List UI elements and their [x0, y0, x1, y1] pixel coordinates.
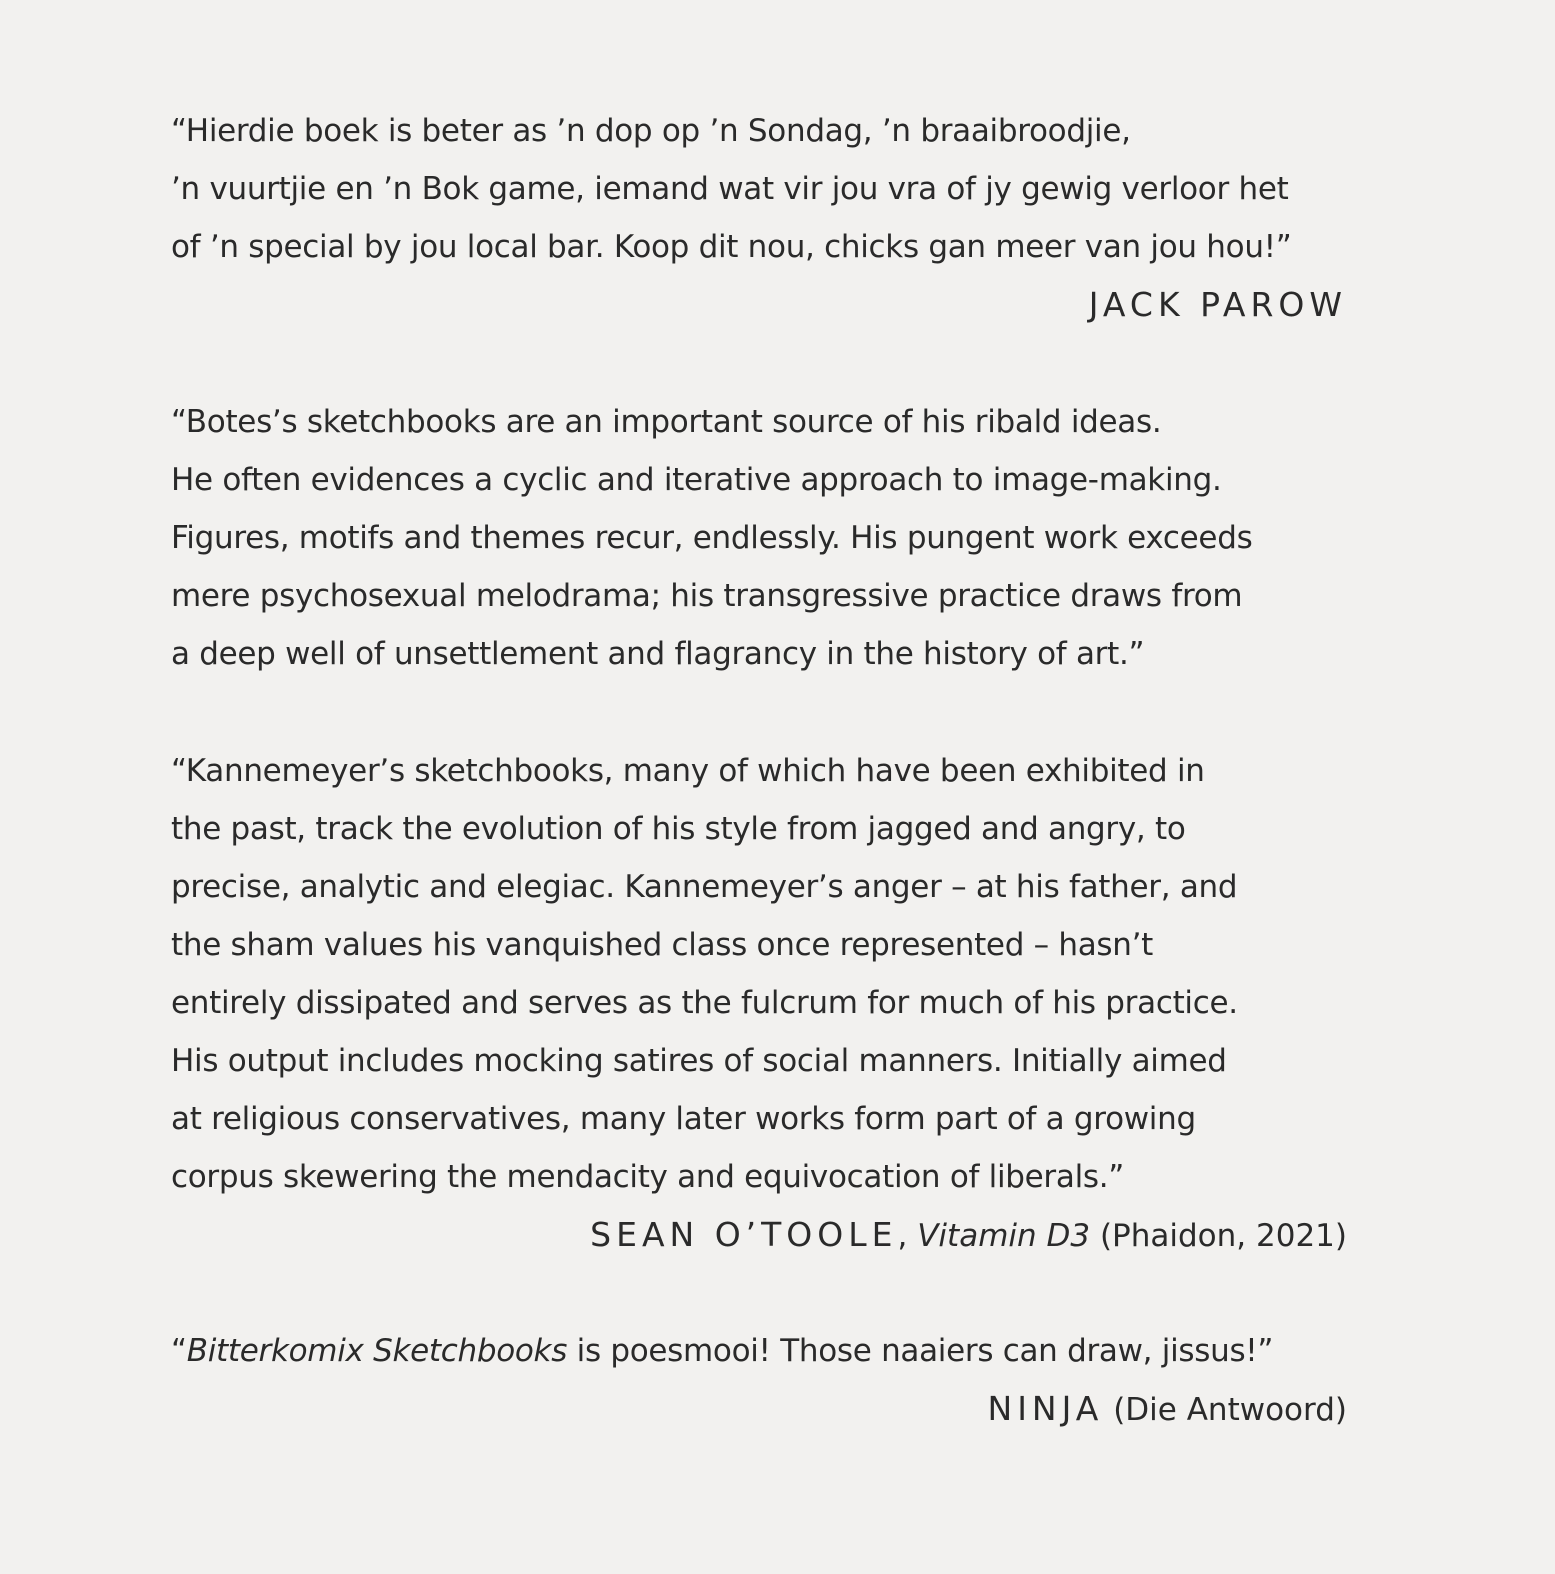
- quote-line: mere psychosexual melodrama; his transgressive practice draws from: [171, 578, 1243, 614]
- quote-line: [171, 1322, 1361, 1380]
- quote-ninja: [171, 1322, 1361, 1438]
- quote-attribution: [171, 1206, 1361, 1264]
- quote-jack-parow: [171, 102, 1361, 334]
- attribution-detail: (Die Antwoord): [1103, 1392, 1347, 1428]
- quote-line: “Kannemeyer’s sketchbooks, many of which have been exhibited in: [171, 753, 1205, 789]
- quote-line: of ’n special by jou local bar. Koop dit nou, chicks gan meer van jou hou!”: [171, 229, 1292, 265]
- attribution-detail: (Phaidon, 2021): [1090, 1218, 1347, 1254]
- attribution-separator: ,: [897, 1218, 918, 1254]
- quote-line: His output includes mocking satires of social manners. Initially aimed: [171, 1043, 1227, 1079]
- quote-line: “Botes’s sketchbooks are an important source of his ribald ideas.: [171, 404, 1162, 440]
- quote-line: He often evidences a cyclic and iterative approach to image-making.: [171, 462, 1222, 498]
- attribution-name: JACK PAROW: [1088, 285, 1347, 324]
- attribution-work: Vitamin D3: [917, 1218, 1091, 1254]
- quote-botes: [171, 393, 1361, 683]
- quote-line: the past, track the evolution of his style from jagged and angry, to: [171, 811, 1186, 847]
- quote-rest: is poesmooi! Those naaiers can draw, jissus!”: [567, 1333, 1274, 1369]
- quote-line: ’n vuurtjie en ’n Bok game, iemand wat vir jou vra of jy gewig verloor het: [171, 171, 1289, 207]
- quote-line: corpus skewering the mendacity and equivocation of liberals.”: [171, 1159, 1125, 1195]
- attribution-name: SEAN O’TOOLE: [590, 1215, 898, 1254]
- quote-line: entirely dissipated and serves as the fulcrum for much of his practice.: [171, 985, 1238, 1021]
- quote-line: the sham values his vanquished class once represented – hasn’t: [171, 927, 1154, 963]
- book-title: Bitterkomix Sketchbooks: [186, 1333, 568, 1369]
- quote-line: a deep well of unsettlement and flagrancy in the history of art.”: [171, 636, 1145, 672]
- quote-line: Figures, motifs and themes recur, endlessly. His pungent work exceeds: [171, 520, 1253, 556]
- quote-line: “Hierdie boek is beter as ’n dop op ’n Sondag, ’n braaibroodjie,: [171, 113, 1131, 149]
- quote-attribution: [171, 276, 1361, 334]
- quote-line: precise, analytic and elegiac. Kannemeyer’s anger – at his father, and: [171, 869, 1238, 905]
- quote-kannemeyer: [171, 742, 1361, 1264]
- quote-line: at religious conservatives, many later works form part of a growing: [171, 1101, 1196, 1137]
- quote-attribution: [171, 1380, 1361, 1438]
- attribution-name: NINJA: [987, 1389, 1104, 1428]
- open-quote: “: [171, 1333, 187, 1369]
